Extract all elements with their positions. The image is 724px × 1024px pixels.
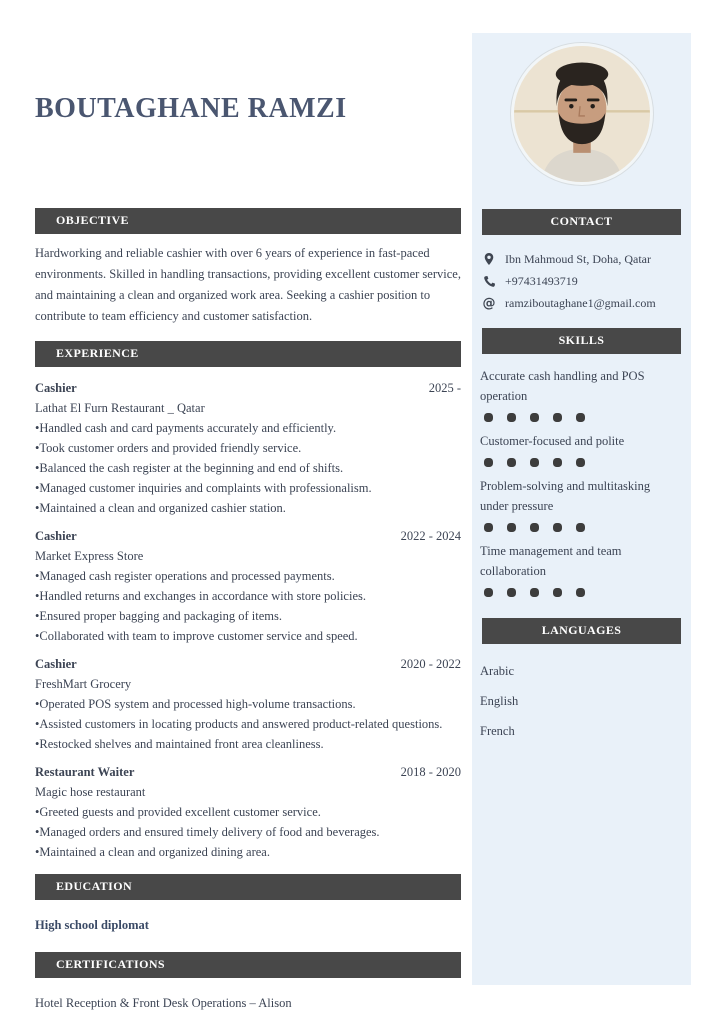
job-bullet: •Restocked shelves and maintained front area cleanliness. [35,737,324,751]
education-item: High school diplomat [35,918,149,932]
job-dates: 2022 - 2024 [400,529,461,543]
skill-label: Customer-focused and polite [480,434,625,448]
skill-item [480,366,679,431]
skill-dot [553,413,562,422]
location-pin-icon [482,252,496,266]
objective-text: Hardworking and reliable cashier with over 6 years of experience in fast-paced environments. Skilled in handling transactions, providing excellent customer service, and maintaining a clean and organized work area. Seeking a cashier position to contribute to team efficiency and customer satisfaction. [35,246,461,323]
job-entry [35,762,461,862]
skill-dot [507,523,516,532]
job-role: Cashier [35,381,77,395]
job-bullet: •Ensured proper bagging and packaging of items. [35,609,283,623]
skill-dot [553,588,562,597]
job-entry [35,654,461,754]
phone-icon [482,274,496,288]
avatar [511,43,653,185]
skill-rating-dots [480,406,679,431]
job-entry [35,378,461,518]
language-item: Arabic [480,664,515,678]
portrait-illustration [514,46,650,182]
languages-list [480,664,691,739]
skill-dot [576,588,585,597]
languages-section-header: LANGUAGES [482,618,681,644]
contact-list [482,248,685,314]
skill-label: Time management and team collaboration [480,544,622,578]
skill-dot [484,413,493,422]
contact-row [482,292,685,314]
job-bullet: •Managed cash register operations and processed payments. [35,569,335,583]
skill-dot [530,413,539,422]
language-item: French [480,724,515,738]
skill-label: Problem-solving and multitasking under pressure [480,479,651,513]
job-bullet: •Balanced the cash register at the beginning and end of shifts. [35,461,344,475]
contact-row [482,270,685,292]
skill-dot [553,458,562,467]
job-bullet: •Handled cash and card payments accurately and efficiently. [35,421,337,435]
contact-text: ramziboutaghane1@gmail.com [505,295,656,310]
education-section-header: EDUCATION [35,874,461,900]
skill-item [480,431,679,476]
job-role: Cashier [35,657,77,671]
skills-list [480,366,679,606]
skill-rating-dots [480,451,679,476]
job-bullet: •Took customer orders and provided friendly service. [35,441,302,455]
objective-section-header: OBJECTIVE [35,208,461,234]
skill-dot [484,523,493,532]
skill-dot [553,523,562,532]
contact-row [482,248,685,270]
skill-dot [530,458,539,467]
job-company: Lathat El Furn Restaurant _ Qatar [35,401,205,415]
job-dates: 2018 - 2020 [400,765,461,779]
job-company: FreshMart Grocery [35,677,132,691]
job-header [35,378,461,398]
experience-section-header: EXPERIENCE [35,341,461,367]
language-item: English [480,694,519,708]
skill-dot [507,413,516,422]
job-entry [35,526,461,646]
certification-items [35,993,461,1013]
job-header [35,526,461,546]
job-bullet: •Maintained a clean and organized cashier station. [35,501,286,515]
skill-dot [530,523,539,532]
job-bullet: •Handled returns and exchanges in accordance with store policies. [35,589,366,603]
skill-dot [576,458,585,467]
skill-dot [507,588,516,597]
skill-label: Accurate cash handling and POS operation [480,369,645,403]
contact-section-header: CONTACT [482,209,681,235]
job-role: Restaurant Waiter [35,765,135,779]
contact-text: +97431493719 [505,273,578,288]
contact-text: Ibn Mahmoud St, Doha, Qatar [505,251,651,266]
job-bullet: •Managed customer inquiries and complaints with professionalism. [35,481,372,495]
at-sign-icon: @ [482,295,496,311]
job-bullet: •Managed orders and ensured timely delivery of food and beverages. [35,825,380,839]
skill-item [480,541,679,606]
job-header [35,654,461,674]
job-role: Cashier [35,529,77,543]
sidebar [472,33,691,985]
certifications-section-header: CERTIFICATIONS [35,952,461,978]
job-company: Magic hose restaurant [35,785,146,799]
skill-rating-dots [480,581,679,606]
job-header [35,762,461,782]
job-bullet: •Operated POS system and processed high-volume transactions. [35,697,356,711]
main-column [35,0,461,1013]
certification-item: Hotel Reception & Front Desk Operations – Alison [35,996,292,1010]
job-bullet: •Greeted guests and provided excellent customer service. [35,805,321,819]
job-bullet: •Assisted customers in locating products and answered product-related questions. [35,717,443,731]
job-dates: 2025 - [428,381,461,395]
experience-jobs [35,378,461,862]
job-company: Market Express Store [35,549,144,563]
page-title: BOUTAGHANE RAMZI [35,93,347,124]
skill-dot [484,588,493,597]
skills-section-header: SKILLS [482,328,681,354]
skill-rating-dots [480,516,679,541]
job-dates: 2020 - 2022 [400,657,461,671]
education-items [35,915,461,935]
skill-item [480,476,679,541]
skill-dot [484,458,493,467]
job-bullet: •Collaborated with team to improve customer service and speed. [35,629,358,643]
skill-dot [576,523,585,532]
job-bullet: •Maintained a clean and organized dining area. [35,845,270,859]
skill-dot [530,588,539,597]
skill-dot [576,413,585,422]
skill-dot [507,458,516,467]
